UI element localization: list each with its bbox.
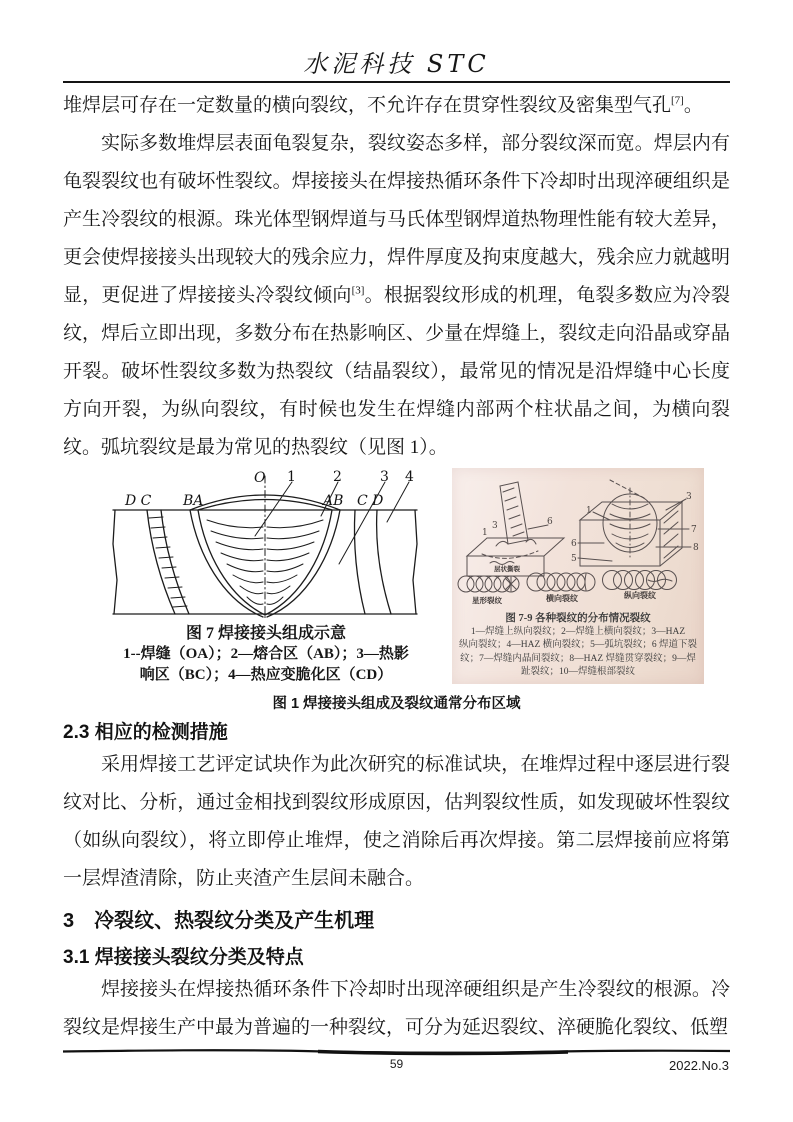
page-content [63, 87, 730, 1047]
callout-2: 2 [333, 469, 342, 485]
paragraph-text: 实际多数堆焊层表面龟裂复杂，裂纹姿态多样，部分裂纹深而宽。焊层内有龟裂裂纹也有破坏性裂纹。焊接接头在焊接热循环条件下冷却时出现淬硬组织是产生冷裂纹的根源。珠光体型钢焊道与马氏体型钢焊道热物理性能有较大差异，更会使焊接接头出现较大的残余应力，焊件厚度及拘束度越大，残余应力就越明显，更促进了焊接接头冷裂纹倾向 [63, 133, 730, 306]
figure-7-legend-line2: 响区（BC）；4—热应变脆化区（CD） [139, 667, 393, 683]
paragraph-text: 。根据裂纹形成的机理，龟裂多数应为冷裂纹，焊后立即出现，多数分布在热影响区、少量在焊缝上，裂纹走向沿晶或穿晶开裂。破坏性裂纹多数为热裂纹（结晶裂纹），最常见的情况是沿焊缝中心长度方向开裂，为纵向裂纹，有时候也发生在焊缝内部两个柱状晶之间，为横向裂纹。弧坑裂纹是最为常见的热裂纹（见图 1）。 [63, 285, 730, 458]
label-origin-O: O [254, 470, 266, 486]
label-lamellar-tear: 层状撕裂 [494, 565, 520, 573]
figure-7-9-caption-line4: 趾裂纹；10—焊缝根部裂纹 [520, 667, 635, 677]
section-3-heading: 3 冷裂纹、热裂纹分类及产生机理 [63, 910, 375, 932]
photo-callout-8: 8 [693, 543, 699, 553]
photo-callout-3: 3 [492, 521, 498, 531]
citation-ref-3: [3] [351, 284, 365, 297]
section-3-1-paragraph: 焊接接头在焊接热循环条件下冷却时出现淬硬组织是产生冷裂纹的根源。冷裂纹是焊接生产中最为普遍的一种裂纹，可分为延迟裂纹、淬硬脆化裂纹、低塑 [63, 979, 730, 1038]
page-number: 59 [389, 1057, 404, 1071]
callout-1: 1 [287, 469, 296, 485]
label-longitudinal-crack: 纵向裂纹 [624, 590, 656, 600]
paragraph-text: 。 [683, 95, 703, 116]
figure-7-9-caption-line1: 1—焊缝上纵向裂纹；2—焊缝上横向裂纹；3—HAZ [470, 626, 686, 637]
callout-4: 4 [405, 469, 414, 485]
figure-1-caption: 图 1 焊接接头组成及裂纹通常分布区域 [272, 696, 521, 712]
section-2-3-heading: 2.3 相应的检测措施 [63, 722, 228, 743]
label-AB-right: AB [323, 493, 344, 509]
weld-joint-cross-section-drawing [105, 468, 427, 618]
photo-callout-3b: 3 [686, 492, 692, 502]
figure-7-weld-joint-diagram [105, 468, 427, 686]
figure-7-title: 图 7 焊接接头组成示意 [185, 625, 346, 642]
footer-rule [63, 1047, 730, 1056]
header-rule [63, 81, 730, 83]
paragraph-text: 堆焊层可存在一定数量的横向裂纹，不允许存在贯穿性裂纹及密集型气孔 [63, 95, 672, 116]
issue-number: 2022.No.3 [669, 1058, 729, 1073]
photo-callout-5: 5 [571, 554, 577, 564]
label-DC-left: D C [125, 493, 152, 509]
figure-7-9-caption-line2: 纵向裂纹；4—HAZ 横向裂纹；5—弧坑裂纹；6 焊道下裂 [458, 640, 698, 650]
figure-row [63, 468, 730, 686]
journal-header-title: 水泥科技 STC [303, 50, 490, 78]
paragraph-crack-overview [63, 125, 730, 467]
label-star-crack: 星形裂纹 [472, 596, 502, 605]
paragraph-continued [63, 87, 730, 125]
photo-callout-6: 6 [547, 517, 553, 527]
label-transverse-crack: 横向裂纹 [546, 593, 578, 603]
section-3-1-heading: 3.1 焊接接头裂纹分类及特点 [63, 947, 304, 968]
citation-ref-7: [7] [671, 94, 684, 107]
crack-distribution-drawing [452, 468, 704, 606]
photo-callout-7: 7 [691, 525, 697, 535]
figure-7-9-photo [452, 468, 704, 684]
photo-callout-6b: 6 [571, 539, 577, 549]
label-CD-right: C D [357, 493, 384, 509]
figure-7-9-caption-line3: 纹；7—焊缝内晶间裂纹；8—HAZ 焊缝贯穿裂纹；9—焊 [460, 653, 696, 664]
figure-7-9-caption-title: 图 7-9 各种裂纹的分布情况裂纹 [505, 613, 651, 624]
figure-7-legend-line1: 1--焊缝（OA）；2—熔合区（AB）；3—热影 [123, 646, 409, 662]
photo-callout-1: 1 [482, 528, 488, 538]
section-2-3-paragraph: 采用焊接工艺评定试块作为此次研究的标准试块，在堆焊过程中逐层进行裂纹对比、分析，通过金相找到裂纹形成原因，估判裂纹性质，如发现破坏性裂纹（如纵向裂纹），将立即停止堆焊，使之消除后再次焊接。第二层焊接前应将第一层焊渣清除，防止夹渣产生层间未融合。 [63, 754, 730, 889]
photo-callout-1b: 1 [586, 506, 592, 516]
callout-3: 3 [380, 469, 389, 485]
label-BA-left: BA [183, 493, 204, 509]
